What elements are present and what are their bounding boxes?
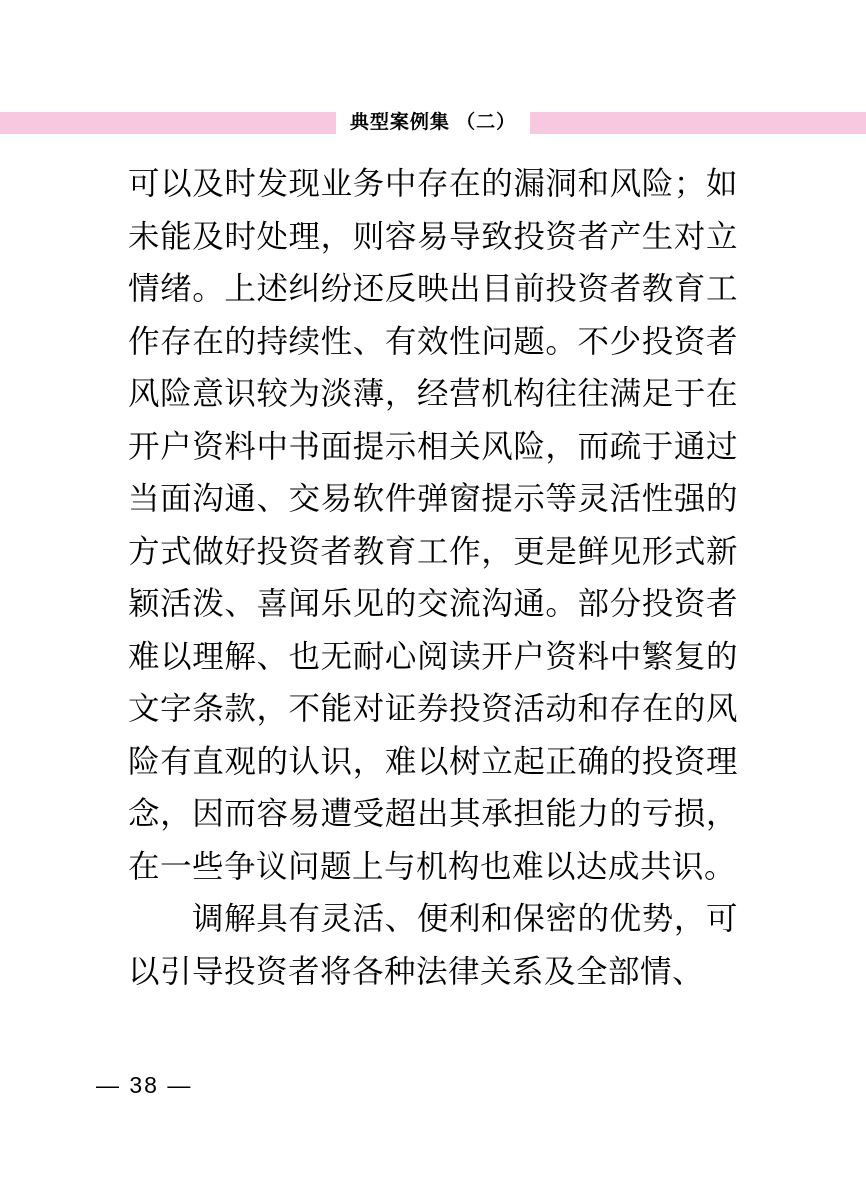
body-text	[128, 158, 738, 998]
paragraph-2: 调解具有灵活、便利和保密的优势，可以引导投资者将各种法律关系及全部情、	[128, 901, 738, 989]
running-header	[0, 108, 866, 138]
header-rule-right	[530, 112, 866, 134]
header-rule-left	[0, 112, 336, 134]
header-title: 典型案例集 （二）	[336, 112, 530, 134]
paragraph-1: 可以及时发现业务中存在的漏洞和风险；如未能及时处理，则容易导致投资者产生对立情绪。上述纠纷还反映出目前投资者教育工作存在的持续性、有效性问题。不少投资者风险意识较为淡薄，经营机构往往满足于在开户资料中书面提示相关风险，而疏于通过当面沟通、交易软件弹窗提示等灵活性强的方式做好投资者教育工作，更是鲜见形式新颖活泼、喜闻乐见的交流沟通。部分投资者难以理解、也无耐心阅读开户资料中繁复的文字条款，不能对证券投资活动和存在的风险有直观的认识，难以树立起正确的投资理念，因而容易遭受超出其承担能力的亏损，在一些争议问题上与机构也难以达成共识。	[128, 166, 738, 884]
page-number: — 38 —	[96, 1072, 193, 1098]
